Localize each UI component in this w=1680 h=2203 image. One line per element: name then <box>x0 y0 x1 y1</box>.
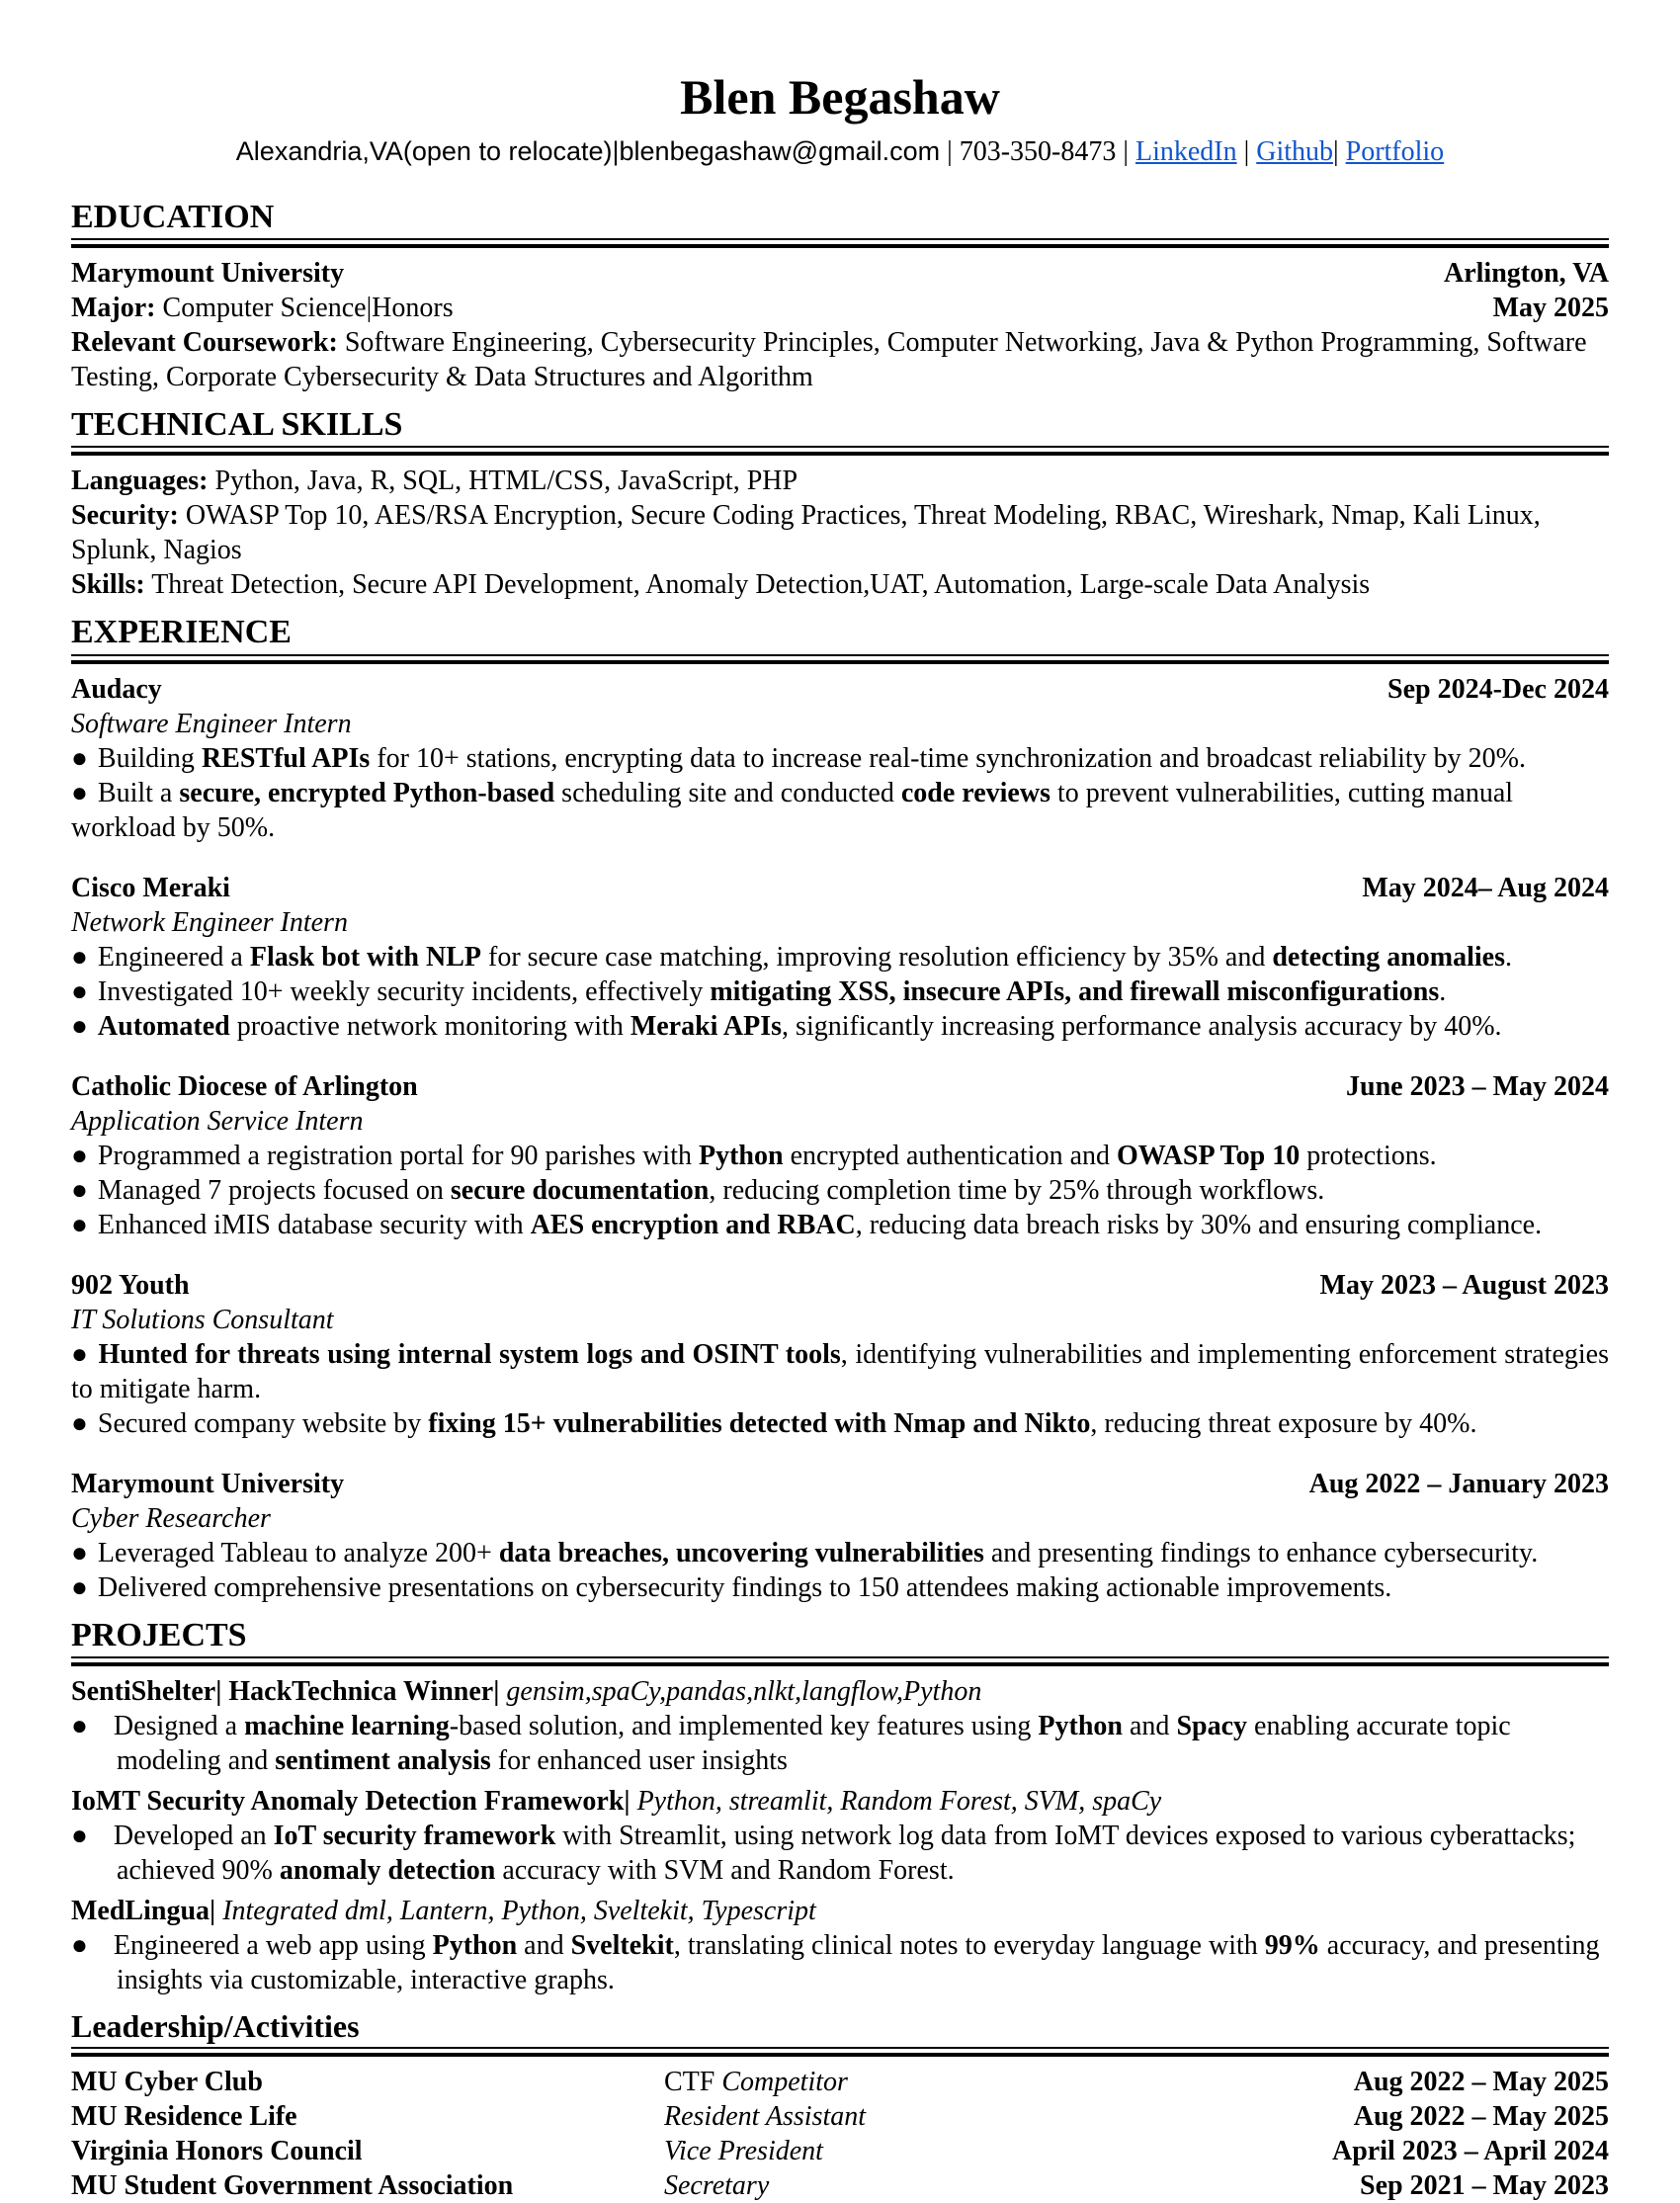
bullet-item <box>71 1570 1609 1605</box>
organization-name: Virginia Honors Council <box>71 2136 363 2167</box>
bullet-text: Delivered comprehensive presentations on cybersecurity findings to 150 attendees making actionable improvements. <box>97 1571 1392 1603</box>
bullet-icon: ● <box>71 975 88 1007</box>
bullet-item <box>71 1406 1609 1441</box>
bullet-list <box>71 1337 1609 1441</box>
bullet-text: Designed a machine learning-based solution, and implemented key features using Python and Spacy enabling accurate topic modeling and sentiment analysis for enhanced user insights <box>113 1711 1511 1777</box>
organization-name: MU Cyber Club <box>71 2067 263 2098</box>
bullet-text: Programmed a registration portal for 90 parishes with Python encrypted authentication and OWASP Top 10 protections. <box>97 1140 1437 1171</box>
bullet-list <box>71 1819 1609 1888</box>
bullet-item <box>71 776 1609 845</box>
coursework-label: Relevant Coursework: <box>71 326 338 358</box>
education-school-row <box>71 256 1609 291</box>
activity-dates: Aug 2022 – May 2025 <box>1353 2067 1609 2098</box>
job-title: Software Engineer Intern <box>71 708 352 739</box>
section-rule <box>71 1656 1609 1666</box>
bullet-item <box>71 1709 1609 1778</box>
skills-skills-line <box>71 567 1609 602</box>
project-iomt-framework <box>71 1784 1609 1888</box>
entry-dates: Sep 2024-Dec 2024 <box>1387 673 1609 705</box>
experience-entry-catholic-diocese <box>71 1069 1609 1242</box>
experience-entry-marymount-research <box>71 1467 1609 1605</box>
bullet-icon: ● <box>71 1140 88 1171</box>
coursework-line <box>71 325 1609 394</box>
bullet-item <box>71 1009 1609 1044</box>
bullet-icon: ● <box>71 1338 89 1370</box>
bullet-item <box>71 1208 1609 1242</box>
bullet-item <box>71 1173 1609 1208</box>
contact-separator: | <box>940 135 960 167</box>
graduation-date: May 2025 <box>1492 292 1609 323</box>
activity-dates: April 2023 – April 2024 <box>1331 2136 1609 2167</box>
experience-heading: EXPERIENCE <box>71 614 292 651</box>
major-line <box>71 291 454 325</box>
bullet-text: Investigated 10+ weekly security incidents, effectively mitigating XSS, insecure APIs, and firewall misconfigurations. <box>97 975 1447 1007</box>
skills-label: Skills: <box>71 569 145 601</box>
company-name: Audacy <box>71 673 162 705</box>
project-sentishelter <box>71 1674 1609 1778</box>
bullet-icon: ● <box>71 1930 88 1962</box>
bullet-text: Enhanced iMIS database security with AES encryption and RBAC, reducing data breach risks by 30% and ensuring compliance. <box>97 1209 1543 1240</box>
bullet-icon: ● <box>71 1209 88 1240</box>
candidate-name: Blen Begashaw <box>680 69 1000 125</box>
portfolio-link[interactable]: Portfolio <box>1345 135 1445 167</box>
organization-name: MU Student Government Association <box>71 2170 514 2202</box>
technical-skills-heading: TECHNICAL SKILLS <box>71 405 403 443</box>
bullet-item <box>71 1819 1609 1888</box>
skills-languages-line <box>71 464 1609 498</box>
bullet-text: Hunted for threats using internal system logs and OSINT tools, identifying vulnerabilities and implementing enforcement strategies to mitigate harm. <box>71 1338 1609 1404</box>
link-separator: | <box>1333 135 1346 167</box>
experience-entry-cisco-meraki <box>71 871 1609 1044</box>
bullet-list <box>71 1536 1609 1605</box>
contact-phone: 703-350-8473 <box>959 135 1117 167</box>
activity-dates: Sep 2021 – May 2023 <box>1360 2170 1609 2202</box>
job-title: Application Service Intern <box>71 1105 364 1137</box>
leadership-row-student-government <box>71 2168 1609 2203</box>
company-name: 902 Youth <box>71 1269 190 1301</box>
skills-label: Languages: <box>71 466 209 497</box>
bullet-icon: ● <box>71 941 88 973</box>
section-rule <box>71 654 1609 664</box>
major-value: Computer Science|Honors <box>155 292 454 323</box>
school-location: Arlington, VA <box>1443 257 1609 289</box>
bullet-text: Managed 7 projects focused on secure documentation, reducing completion time by 25% through workflows. <box>97 1174 1325 1206</box>
section-projects <box>71 1617 1609 1997</box>
job-title: Network Engineer Intern <box>71 906 348 938</box>
linkedin-link[interactable]: LinkedIn <box>1134 135 1237 167</box>
project-title: IoMT Security Anomaly Detection Framework| Python, streamlit, Random Forest, SVM, spaCy <box>71 1786 1162 1818</box>
bullet-text: Developed an IoT security framework with Streamlit, using network log data from IoMT devices exposed to various cyberattacks; achieved 90% anomaly detection accuracy with SVM and Random Forest. <box>113 1821 1576 1887</box>
github-link[interactable]: Github <box>1256 135 1334 167</box>
skills-security-line <box>71 498 1609 567</box>
bullet-text: Built a secure, encrypted Python-based scheduling site and conducted code reviews to prevent vulnerabilities, cutting manual workload by 50%. <box>71 777 1514 843</box>
bullet-icon: ● <box>71 1174 88 1206</box>
major-label: Major: <box>71 292 156 323</box>
education-major-row <box>71 291 1609 325</box>
bullet-icon: ● <box>71 1010 88 1042</box>
contact-location-email: Alexandria,VA(open to relocate)|blenbegashaw@gmail.com <box>235 135 941 166</box>
section-rule <box>71 2047 1609 2057</box>
project-title: SentiShelter| HackTechnica Winner| gensim,spaCy,pandas,nlkt,langflow,Python <box>71 1676 982 1708</box>
bullet-text: Engineered a Flask bot with NLP for secure case matching, improving resolution efficiency by 35% and detecting anomalies. <box>97 941 1512 973</box>
bullet-icon: ● <box>71 742 88 774</box>
bullet-item <box>71 1337 1609 1406</box>
bullet-item <box>71 974 1609 1009</box>
section-rule <box>71 446 1609 456</box>
section-experience <box>71 614 1609 1604</box>
entry-dates: May 2023 – August 2023 <box>1319 1269 1609 1301</box>
bullet-list <box>71 940 1609 1044</box>
bullet-text: Leveraged Tableau to analyze 200+ data breaches, uncovering vulnerabilities and presenting findings to enhance cybersecurity. <box>97 1537 1539 1568</box>
entry-dates: Aug 2022 – January 2023 <box>1308 1468 1609 1499</box>
skills-value: Python, Java, R, SQL, HTML/CSS, JavaScript, PHP <box>208 466 798 497</box>
skills-label: Security: <box>71 500 179 532</box>
experience-entry-audacy <box>71 672 1609 845</box>
section-education <box>71 199 1609 394</box>
company-name: Catholic Diocese of Arlington <box>71 1070 418 1102</box>
bullet-text: Secured company website by fixing 15+ vulnerabilities detected with Nmap and Nikto, reducing threat exposure by 40%. <box>97 1407 1477 1439</box>
skills-value: Threat Detection, Secure API Development, Anomaly Detection,UAT, Automation, Large-scale Data Analysis <box>144 569 1371 601</box>
bullet-icon: ● <box>71 1711 88 1742</box>
leadership-row-honors-council <box>71 2134 1609 2168</box>
school-name: Marymount University <box>71 257 345 289</box>
bullet-text: Automated proactive network monitoring with Meraki APIs, significantly increasing performance analysis accuracy by 40%. <box>97 1010 1502 1042</box>
bullet-icon: ● <box>71 1537 88 1568</box>
bullet-item <box>71 1139 1609 1173</box>
bullet-list <box>71 1139 1609 1242</box>
job-title: Cyber Researcher <box>71 1502 271 1534</box>
education-heading: EDUCATION <box>71 198 275 235</box>
project-medlingua <box>71 1894 1609 1997</box>
activity-role: Resident Assistant <box>664 2101 867 2133</box>
entry-header <box>71 1467 1609 1501</box>
bullet-text: Building RESTful APIs for 10+ stations, encrypting data to increase real-time synchronization and broadcast reliability by 20%. <box>97 742 1526 774</box>
activity-role: Secretary <box>664 2170 770 2202</box>
bullet-item <box>71 940 1609 974</box>
section-technical-skills <box>71 406 1609 602</box>
bullet-list <box>71 1709 1609 1778</box>
leadership-heading: Leadership/Activities <box>71 2008 360 2045</box>
bullet-text: Engineered a web app using Python and Sveltekit, translating clinical notes to everyday language with 99% accuracy, and presenting insights via customizable, interactive graphs. <box>113 1930 1600 1996</box>
entry-header <box>71 1069 1609 1104</box>
organization-name: MU Residence Life <box>71 2101 297 2133</box>
activity-role: Vice President <box>664 2136 823 2167</box>
entry-dates: May 2024– Aug 2024 <box>1362 872 1609 903</box>
leadership-row-residence-life <box>71 2099 1609 2134</box>
link-separator: | <box>1236 135 1257 167</box>
contact-separator: | <box>1116 135 1135 167</box>
bullet-icon: ● <box>71 777 88 808</box>
bullet-item <box>71 741 1609 776</box>
activity-dates: Aug 2022 – May 2025 <box>1353 2101 1609 2133</box>
bullet-icon: ● <box>71 1571 88 1603</box>
skills-value: OWASP Top 10, AES/RSA Encryption, Secure Coding Practices, Threat Modeling, RBAC, Wireshark, Nmap, Kali Linux, Splunk, Nagios <box>71 500 1541 566</box>
entry-header <box>71 871 1609 905</box>
entry-dates: June 2023 – May 2024 <box>1346 1070 1609 1102</box>
bullet-item <box>71 1928 1609 1997</box>
entry-header <box>71 672 1609 707</box>
project-title: MedLingua| Integrated dml, Lantern, Python, Sveltekit, Typescript <box>71 1896 816 1927</box>
bullet-list <box>71 741 1609 845</box>
projects-heading: PROJECTS <box>71 1616 247 1653</box>
activity-role: CTF Competitor <box>664 2067 848 2098</box>
company-name: Marymount University <box>71 1468 345 1499</box>
bullet-icon: ● <box>71 1821 88 1852</box>
bullet-list <box>71 1928 1609 1997</box>
coursework-value: Software Engineering, Cybersecurity Principles, Computer Networking, Java & Python Programming, Software Testing, Corporate Cybersecurity & Data Structures and Algorithm <box>71 326 1587 392</box>
bullet-item <box>71 1536 1609 1570</box>
contact-line <box>71 134 1609 169</box>
company-name: Cisco Meraki <box>71 872 230 903</box>
entry-header <box>71 1268 1609 1303</box>
leadership-row-cyber-club <box>71 2065 1609 2099</box>
section-rule <box>71 238 1609 248</box>
bullet-icon: ● <box>71 1407 88 1439</box>
experience-entry-902-youth <box>71 1268 1609 1441</box>
job-title: IT Solutions Consultant <box>71 1304 334 1335</box>
